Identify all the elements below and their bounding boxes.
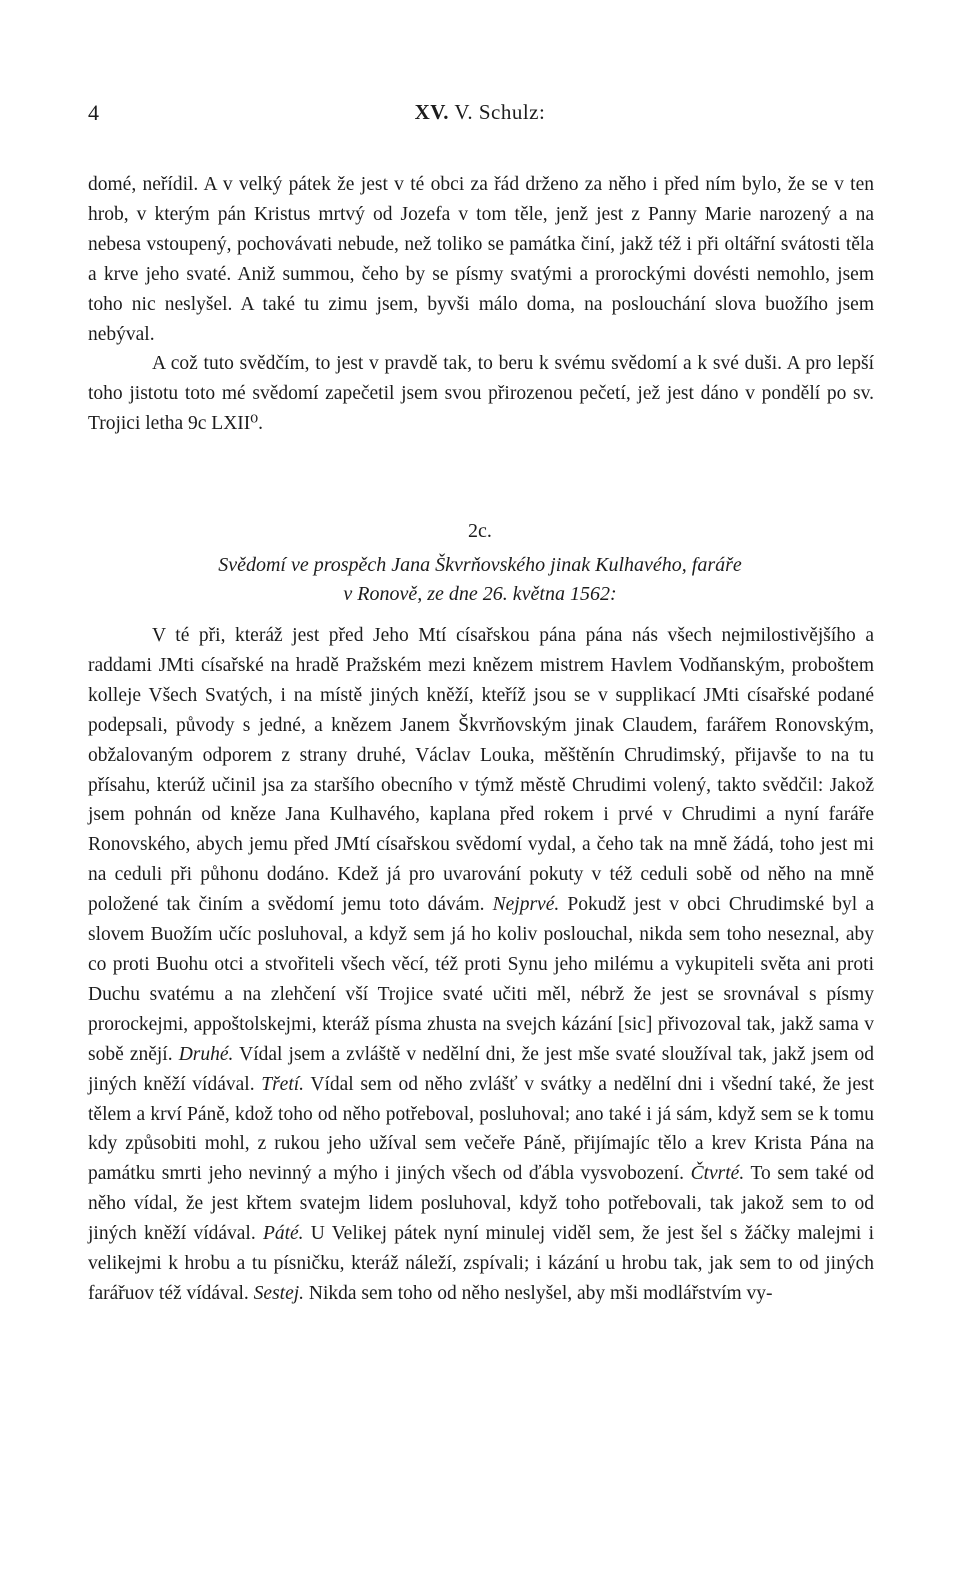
paragraph-2-text-1: V té při, kteráž jest před Jeho Mtí císařskou pána pána nás všech nejmilostivějšího a raddami JMti císařské na hradě Pražském mezi knězem mistrem Havlem Vodňanským, proboštem kolleje Všech Svatých, i na místě jiných kněží, kteříž jsou se v supplikací JMti císařské podané podepsali, původy s jedné, a knězem Janem Škvrňovským jinak Claudem, farářem Ronovským, obžalovaným odporem z strany druhé, Václav Louka, měštěnín Chrudimský, přijavše to na tu přísahu, kterúž učinil jsa za staršího obecního v týmž městě Chrudimi volený, takto svědčil: Jakož jsem pohnán od kněze Jana Kulhavého, kaplana před rokem i prvé v Chrudimi a nyní faráře Ronovského, abych jemu před JMtí císařskou svědomí vydal, a čeho tak na mně žádá, toho jest mi na ceduli při půhonu dodáno. Kdež já pro uvarování pokuty v též ceduli sobě od něho na mně položené tak činím a svědomí jemu toto dávám.	[88, 625, 874, 916]
paragraph-2-marker-6: Sestej.	[253, 1282, 305, 1304]
paragraph-2-marker-3: Třetí.	[261, 1073, 305, 1095]
paragraph-2-text-7: Nikda sem toho od něho neslyšel, aby mši modlářstvím vy-	[304, 1282, 773, 1304]
paragraph-2-marker-4: Čtvrté.	[690, 1163, 745, 1185]
running-head-author: V. Schulz:	[449, 100, 546, 124]
section-title-line-2: v Ronově, ze dne 26. května 1562:	[343, 583, 617, 605]
paragraph-1	[88, 170, 874, 439]
section-number: 2c.	[468, 520, 492, 542]
paragraph-1-part-a: domé, neřídil. A v velký pátek že jest v té obci za řád drženo za něho i před ním bylo, že se v ten hrob, v kterým pán Kristus mrtvý od Jozefa v tom těle, jenž jest z Panny Marie narozený a na nebesa vstoupený, pochovávati nebude, než toliko se památka činí, jakž též i při oltářní svátosti těla a krve jeho svaté. Aniž summou, čeho by se písmy svatými a prorockými dovésti nemohlo, jsem toho nic neslyšel. A také tu zimu jsem, byvši málo doma, na poslouchání slova buožího jsem nebýval.	[88, 174, 874, 345]
page-number: 4	[88, 100, 99, 125]
paragraph-2-text-4: Vídal sem od něho zvlášť v svátky a nedělní dni i všední také, že jest tělem a krví Páně, kdož toho od něho potřeboval, posluhoval; ano také i já sám, když sem se k tomu kdy způsobiti mohl, z rukou jeho užíval sem večeře Páně, přijímajíc tělo a krev Krista Pána na památku smrti jeho nevinný a mýho i jiných všech od ďábla vysvobození.	[88, 1073, 874, 1185]
paragraph-2-marker-1: Nejprvé.	[492, 894, 560, 916]
section-title	[110, 551, 850, 609]
paragraph-2	[88, 621, 874, 1309]
running-head	[88, 100, 872, 125]
section-title-line-1: Svědomí ve prospěch Jana Škvrňovského jinak Kulhavého, faráře	[218, 554, 742, 576]
paragraph-2-text-6: U Velikej pátek nyní minulej viděl sem, že jest šel s žáčky malejmi i velikejmi k hrobu a tu písničku, kteráž náleží, zspívali; i kázání u hrobu tak, jak sem to od jiných farářuov též vídával.	[88, 1223, 874, 1304]
running-head-numeral: XV.	[414, 100, 450, 124]
paragraph-2-text-3: Vídal jsem a zvláště v nedělní dni, že jest mše svaté sloužíval tak, jakž jsem od jiných kněží vídával.	[88, 1043, 875, 1095]
paragraph-2-text-2: Pokudž jest v obci Chrudimské byl a slovem Buožím učíc posluhoval, a když sem já ho koliv poslouchal, nikda sem toho neseznal, aby co proti Buohu otci a stvořiteli všech věcí, též proti Synu jeho milému a vykupiteli světa ani proti Duchu svatému a na zlehčení vší Trojice svaté učiti měl, nébrž že jest se srovnával s písmy prorockejmi, appoštolskejmi, kteráž písma zhusta na svejch kázání [sic] přivozoval tak, jakž sama v sobě znějí.	[88, 894, 874, 1065]
paragraph-2-marker-5: Páté.	[262, 1223, 304, 1245]
page-header	[88, 100, 872, 130]
paragraph-2-marker-2: Druhé.	[178, 1043, 234, 1065]
paragraph-1-part-b: A což tuto svědčím, to jest v pravdě tak, to beru k svému svědomí a k své duši. A pro lepší toho jistotu toto mé svědomí zapečetil jsem svou přirozenou pečetí, jež jest dáno v pondělí po sv. Trojici letha 9c LXII⁰.	[88, 353, 874, 435]
paragraph-2-text-5: To sem také od něho vídal, že jest křtem svatejm lidem posluhoval, když toho potřebovali, tak jakož sem to od jiných kněží vídával.	[88, 1163, 874, 1245]
